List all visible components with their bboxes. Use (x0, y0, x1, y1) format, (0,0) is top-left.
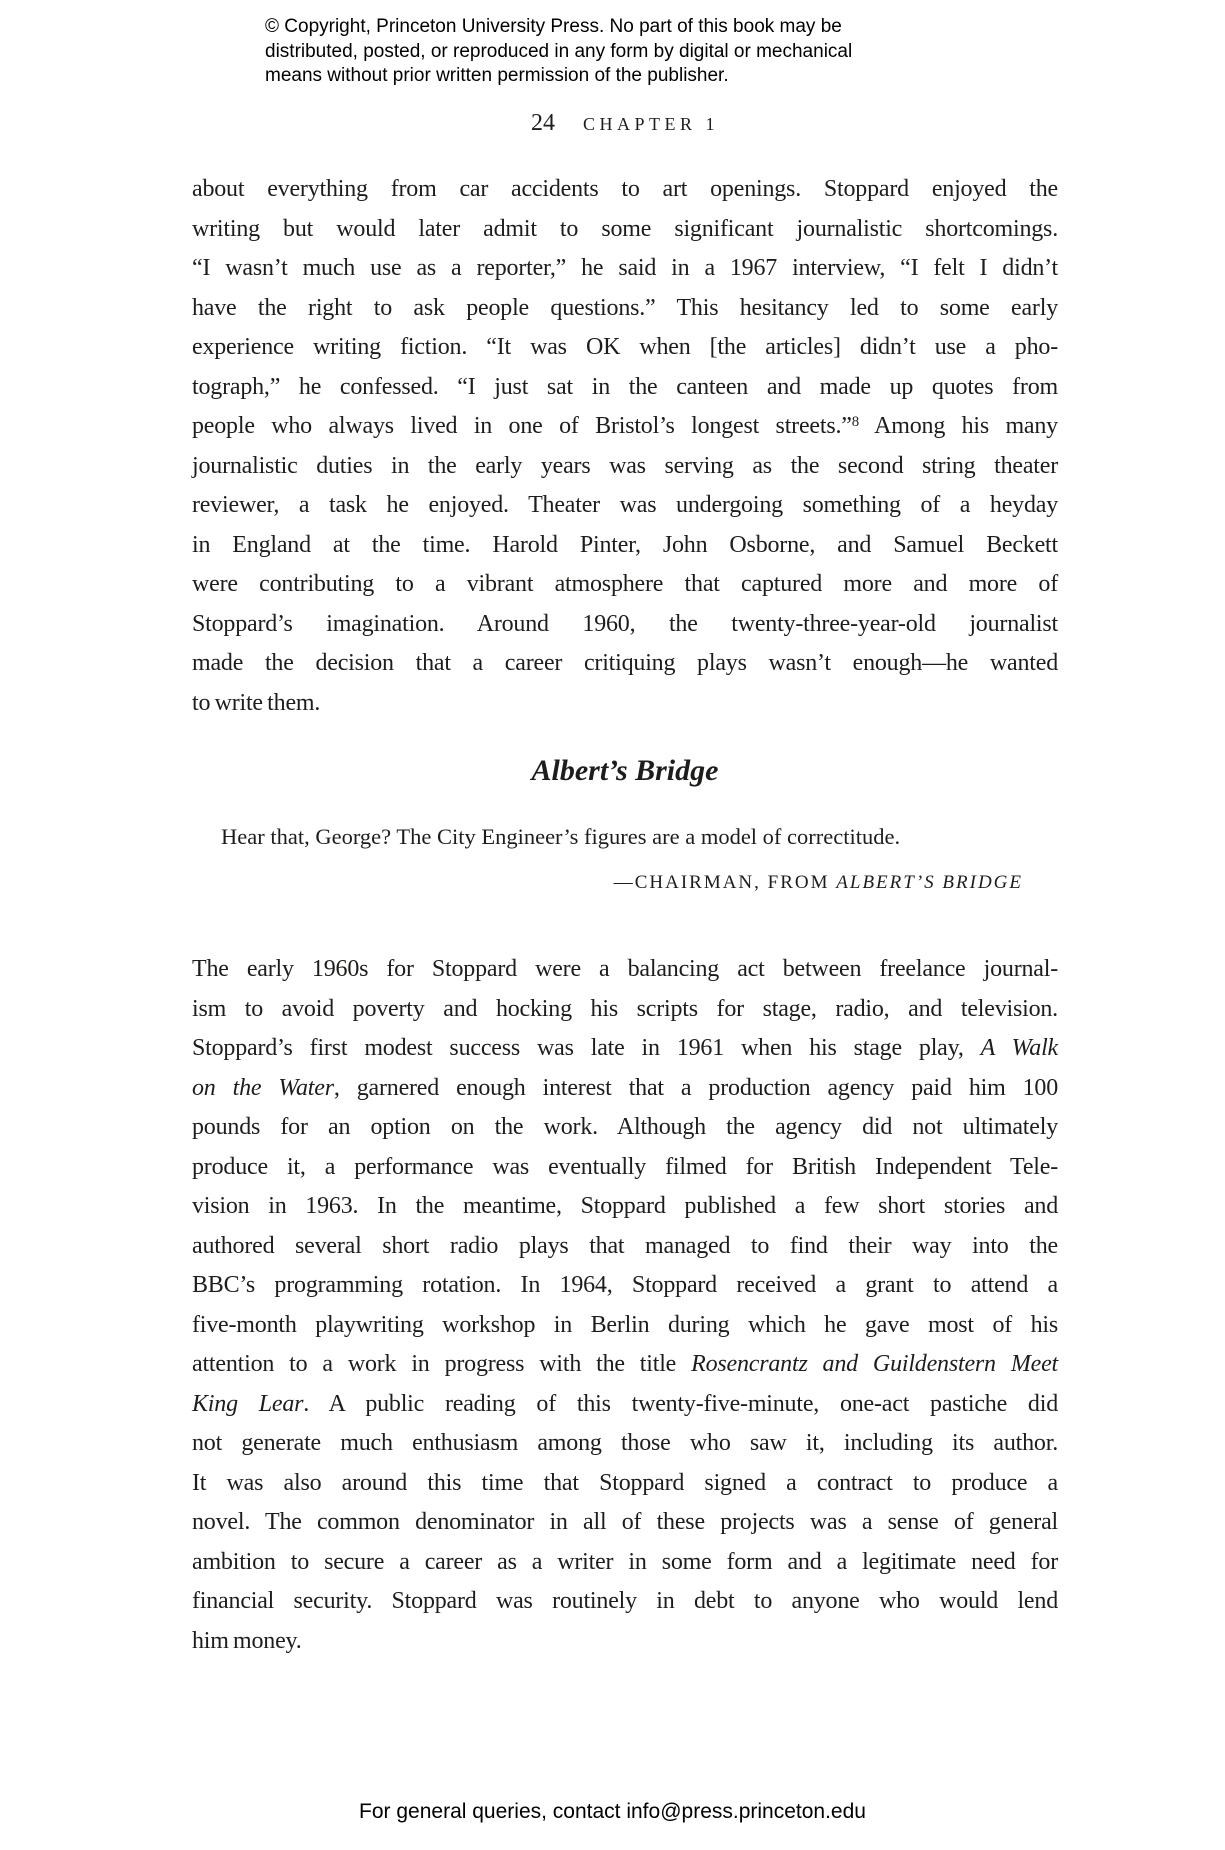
text-segment: him money. (192, 1627, 302, 1654)
running-header (192, 110, 1058, 137)
attribution-work-title: ALBERT’S BRIDGE (836, 872, 1023, 893)
copyright-line: distributed, posted, or reproduced in any form by digital or mechanical (265, 40, 853, 62)
text-line (192, 684, 1058, 724)
text-line (192, 1424, 1058, 1464)
text-line (192, 1385, 1058, 1425)
footer-contact: For general queries, contact info@press.princeton.edu (359, 1800, 866, 1823)
paragraph (192, 170, 1058, 723)
text-segment: . A public reading of this twenty-five-minute, one-act pastiche did (303, 1390, 1058, 1417)
section-heading: Albert’s Bridge (531, 754, 719, 787)
text-segment: Stoppard’s first modest success was late in 1961 when his stage play, (192, 1035, 981, 1061)
text-segment: ambition to secure a career as a writer in some form and a legitimate need for (192, 1548, 1058, 1575)
text-line (192, 486, 1058, 526)
text-line (192, 1464, 1058, 1504)
text-segment: financial security. Stoppard was routinely in debt to anyone who would lend (192, 1588, 1058, 1614)
epigraph: Hear that, George? The City Engineer’s figures are a model of correctitude. (221, 824, 901, 849)
text-line (192, 644, 1058, 684)
text-segment: Among his many (858, 413, 1058, 439)
italic-title: Rosencrantz and Guildenstern Meet (691, 1351, 1058, 1377)
text-segment: experience writing fiction. “It was OK when [the articles] didn’t use a pho- (192, 334, 1058, 360)
attribution-speaker: —CHAIRMAN, FROM (613, 872, 837, 893)
text-line (192, 1069, 1058, 1109)
text-segment: authored several short radio plays that managed to find their way into the (192, 1232, 1058, 1259)
text-line (192, 565, 1058, 605)
text-segment: produce it, a performance was eventually filmed for British Independent Tele- (192, 1153, 1058, 1180)
text-segment: writing but would later admit to some significant journalistic shortcomings. (192, 215, 1058, 242)
text-segment: about everything from car accidents to art openings. Stoppard enjoyed the (192, 176, 1058, 202)
italic-title: A Walk (980, 1035, 1058, 1061)
text-segment: Stoppard’s imagination. Around 1960, the twenty-three-year-old journalist (192, 610, 1058, 637)
text-segment: made the decision that a career critiquing plays wasn’t enough—he wanted (192, 650, 1058, 676)
text-segment: journalistic duties in the early years was serving as the second string theater (192, 452, 1058, 479)
text-segment: five-month playwriting workshop in Berlin during which he gave most of his (192, 1311, 1058, 1338)
text-segment: , garnered enough interest that a production agency paid him 100 (333, 1074, 1059, 1101)
copyright-line: © Copyright, Princeton University Press. No part of this book may be (265, 16, 842, 37)
text-line (192, 605, 1058, 645)
italic-title: on the Water (192, 1074, 334, 1101)
text-line (192, 1306, 1058, 1346)
copyright-notice (265, 15, 852, 89)
text-line (192, 210, 1058, 250)
epigraph-attribution (192, 872, 1058, 894)
text-segment: “I wasn’t much use as a reporter,” he said in a 1967 interview, “I felt I didn’t (192, 255, 1058, 281)
footnote-ref: 8 (851, 414, 859, 431)
text-line (192, 990, 1058, 1030)
paragraph (192, 950, 1058, 1661)
text-segment: pounds for an option on the work. Although the agency did not ultimately (192, 1114, 1058, 1140)
text-line (192, 526, 1058, 566)
text-segment: tograph,” he confessed. “I just sat in the canteen and made up quotes from (192, 373, 1058, 400)
text-segment: were contributing to a vibrant atmosphere that captured more and more of (192, 571, 1058, 597)
text-line (192, 1543, 1058, 1583)
text-line (192, 328, 1058, 368)
text-segment: novel. The common denominator in all of these projects was a sense of general (192, 1509, 1058, 1535)
text-line (192, 1029, 1058, 1069)
chapter-label: CHAPTER 1 (582, 114, 719, 134)
text-line (192, 1108, 1058, 1148)
text-line (192, 950, 1058, 990)
text-line (192, 1582, 1058, 1622)
text-segment: vision in 1963. In the meantime, Stoppard published a few short stories and (192, 1193, 1058, 1219)
text-segment: attention to a work in progress with the title (192, 1351, 692, 1377)
text-line (192, 1266, 1058, 1306)
text-line (192, 1148, 1058, 1188)
text-line (192, 249, 1058, 289)
text-line (192, 1622, 1058, 1662)
text-line (192, 1345, 1058, 1385)
text-segment: It was also around this time that Stoppard signed a contract to produce a (192, 1469, 1058, 1496)
text-line (192, 407, 1058, 447)
text-segment: to write them. (192, 689, 321, 716)
text-segment: people who always lived in one of Bristol’s longest streets.” (192, 413, 852, 439)
text-line (192, 1503, 1058, 1543)
text-segment: BBC’s programming rotation. In 1964, Stoppard received a grant to attend a (192, 1272, 1058, 1298)
copyright-line: means without prior written permission of the publisher. (265, 65, 729, 86)
text-segment: not generate much enthusiasm among those who saw it, including its author. (192, 1430, 1058, 1456)
text-segment: ism to avoid poverty and hocking his scripts for stage, radio, and television. (192, 995, 1058, 1022)
italic-title: King Lear (192, 1390, 304, 1417)
text-line (192, 368, 1058, 408)
text-line (192, 1227, 1058, 1267)
text-segment: The early 1960s for Stoppard were a balancing act between freelance journal- (192, 956, 1058, 982)
text-segment: in England at the time. Harold Pinter, John Osborne, and Samuel Beckett (192, 531, 1058, 558)
text-line (192, 170, 1058, 210)
text-line (192, 1187, 1058, 1227)
page-number: 24 (530, 110, 555, 136)
text-segment: have the right to ask people questions.” This hesitancy led to some early (192, 294, 1058, 321)
text-line (192, 289, 1058, 329)
text-line (192, 447, 1058, 487)
text-segment: reviewer, a task he enjoyed. Theater was undergoing something of a heyday (192, 492, 1058, 518)
